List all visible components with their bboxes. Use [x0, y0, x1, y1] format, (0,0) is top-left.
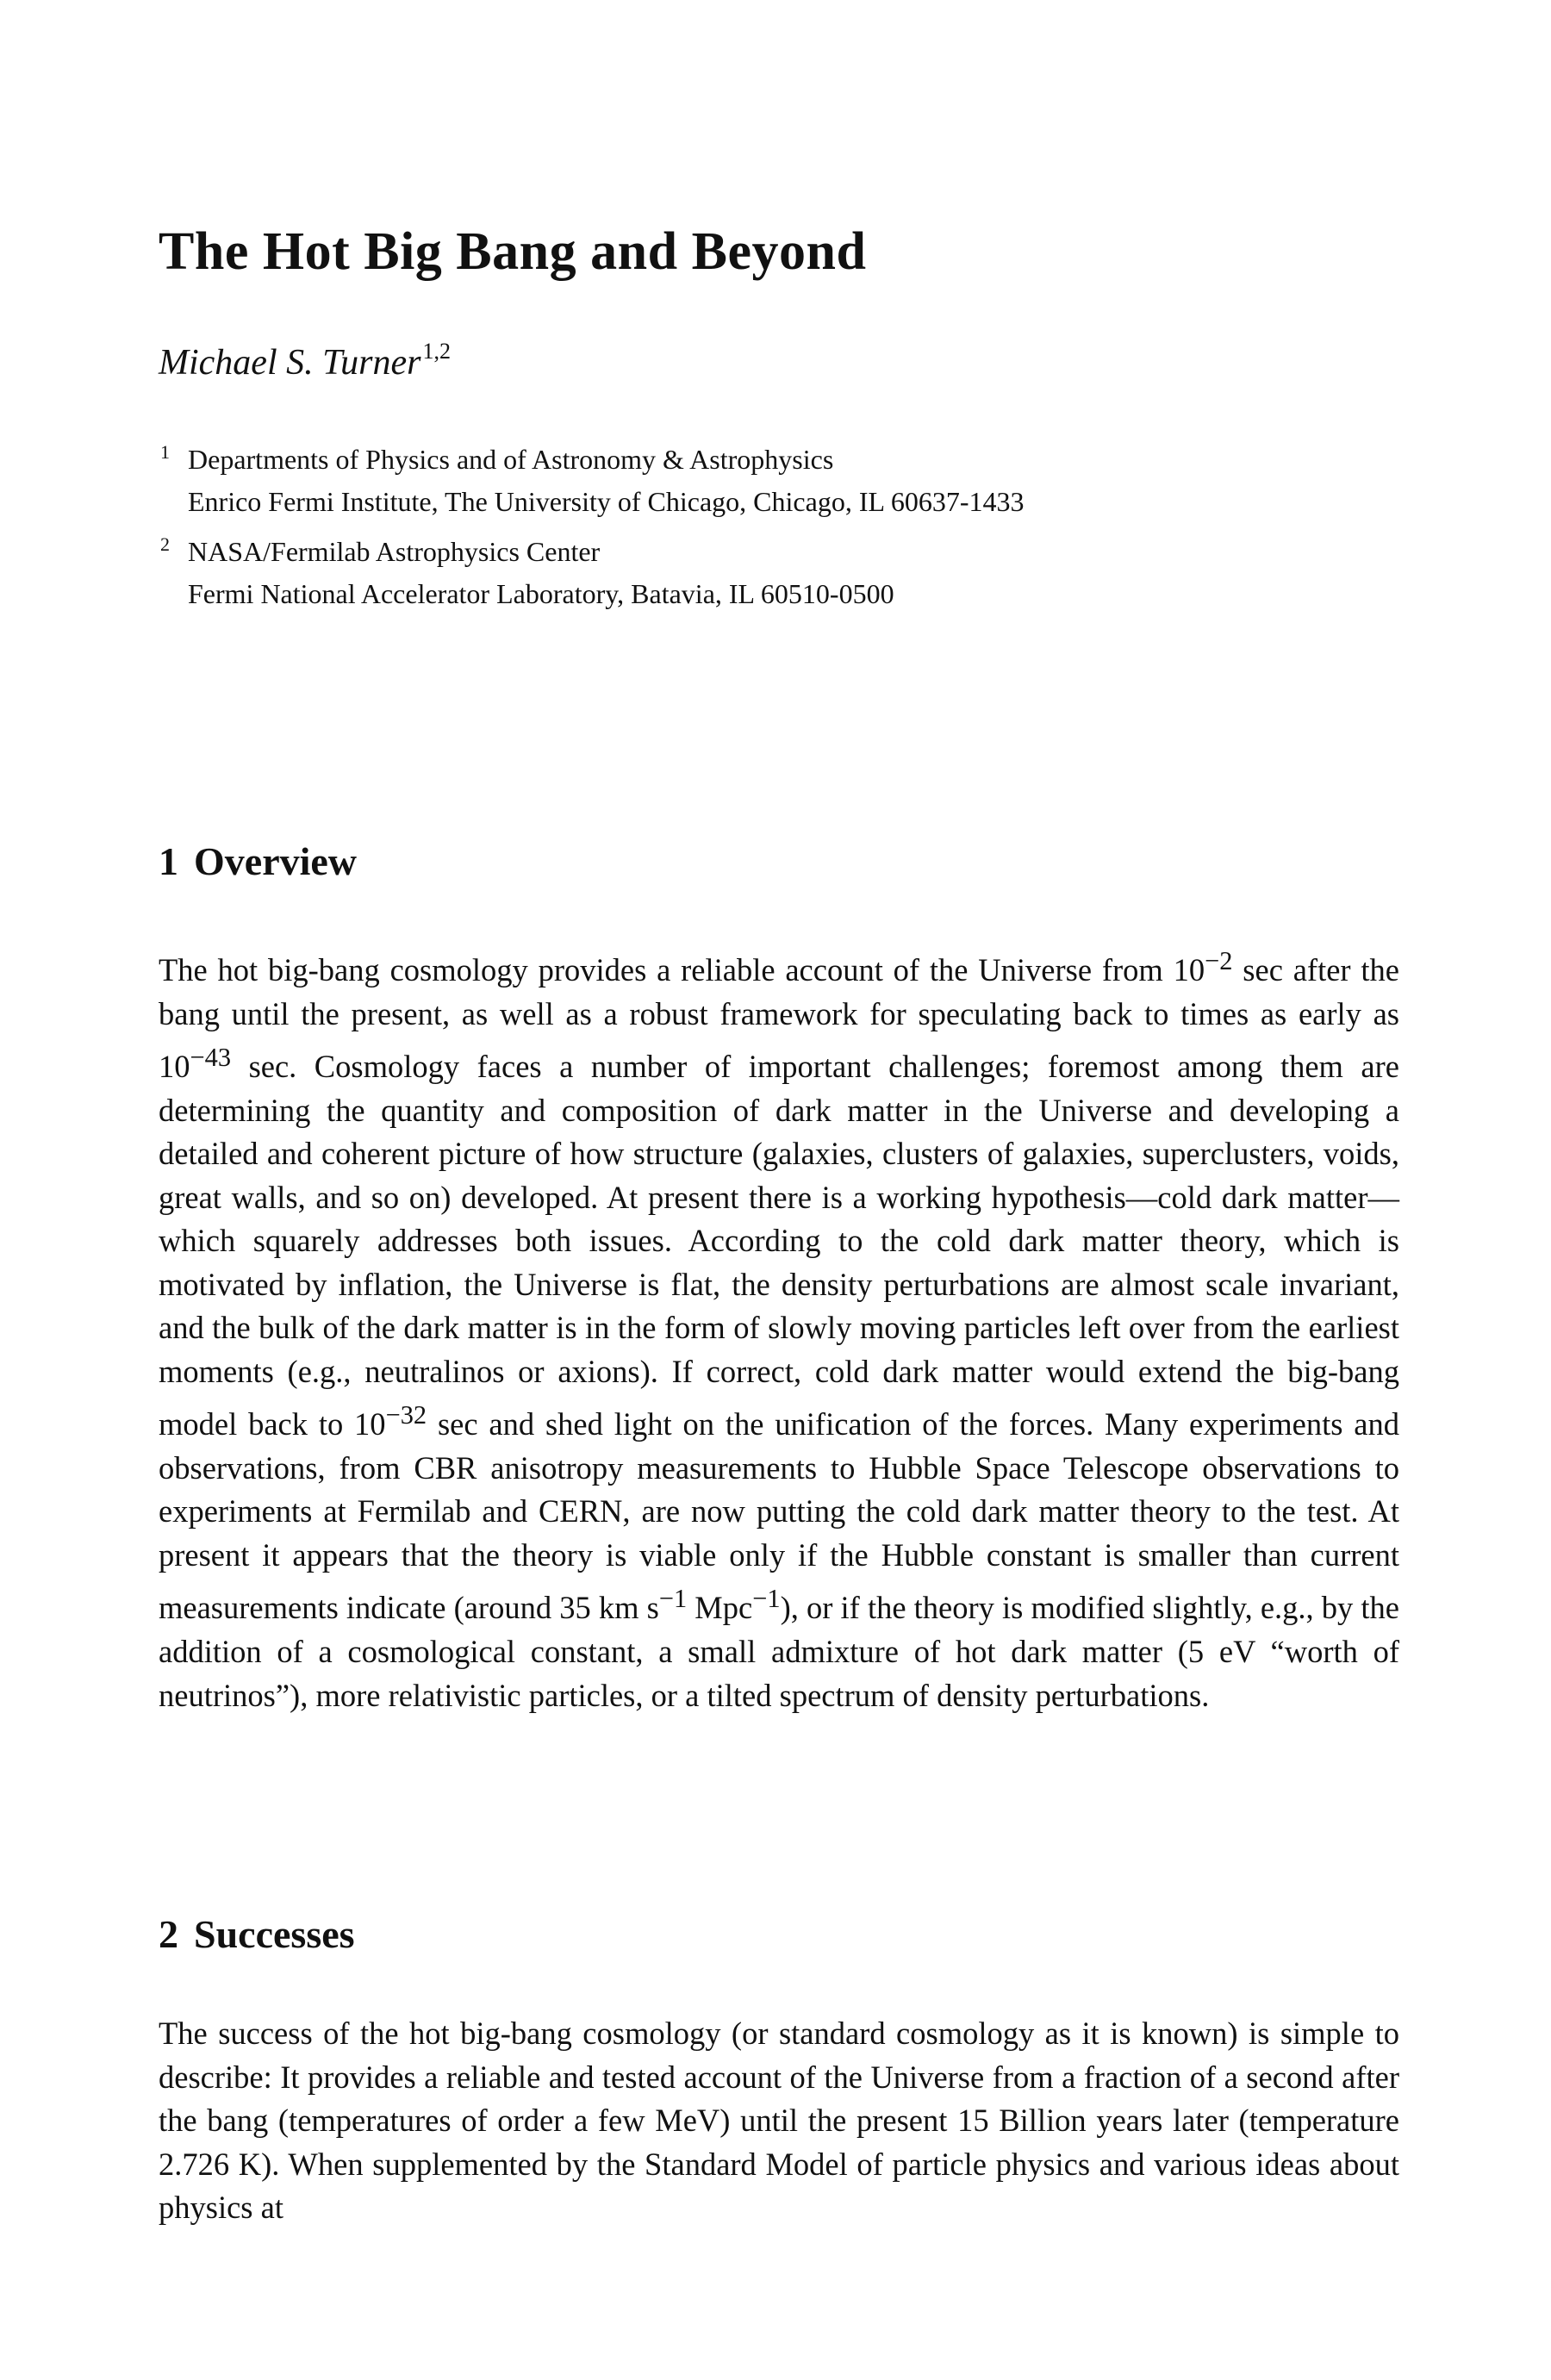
section-title: Overview	[194, 839, 358, 883]
exponent: −32	[385, 1400, 427, 1430]
exponent: −43	[190, 1043, 232, 1073]
text-run: sec after the bang until the present, as well as a robust framework for speculating back to times as early as 10	[159, 952, 1399, 1085]
text-run: The hot big-bang cosmology provides a reliable account of the Universe from 10	[159, 952, 1205, 988]
text-run: sec and shed light on the unification of the forces. Many experiments and observations, from CBR anisotropy measurements to Hubble Space Telescope observations to experiments at Fermilab and CERN, are now putting the cold dark matter theory to the test. At present it appears that the theory is viable only if the Hubble constant is smaller than current measurements indicate (around 35 km s	[159, 1406, 1399, 1626]
section-heading-successes	[159, 1913, 355, 1957]
author-affiliation-marks: 1,2	[422, 339, 451, 364]
exponent: −2	[1205, 946, 1233, 975]
section-heading-overview	[159, 840, 357, 884]
affiliation-2-number: 2	[160, 533, 170, 555]
exponent: −1	[658, 1584, 688, 1614]
section-title: Successes	[194, 1912, 355, 1956]
affiliation-1-department: Departments of Physics and of Astronomy & Astrophysics	[188, 444, 834, 475]
section-number: 2	[159, 1912, 178, 1956]
text-run: Mpc	[687, 1590, 753, 1626]
affiliations	[160, 431, 1401, 615]
affiliation-2-line-1	[160, 523, 1401, 573]
affiliation-1-number: 1	[160, 441, 170, 463]
text-run: ), or if the theory is modified slightly, e.g., by the addition of a cosmological constant, a small admixture of hot dark matter (5 eV “worth of neutrinos”), more relativistic particles, or a tilted spectrum of density perturbations.	[159, 1590, 1399, 1713]
paper-title: The Hot Big Bang and Beyond	[159, 222, 867, 281]
overview-paragraph	[159, 939, 1399, 1717]
successes-paragraph: The success of the hot big-bang cosmology (or standard cosmology as it is known) is simple to describe: It provides a reliable and tested account of the Universe from a fraction of a second after the bang (temperatures of order a few MeV) until the present 15 Billion years later (temperature 2.726 K). When supplemented by the Standard Model of particle physics and various ideas about physics at	[159, 2016, 1399, 2225]
affiliation-2-line-2: Fermi National Accelerator Laboratory, Batavia, IL 60510-0500	[188, 578, 894, 609]
affiliation-1-line-1	[160, 431, 1401, 481]
affiliation-2-center: NASA/Fermilab Astrophysics Center	[188, 536, 601, 567]
text-run: sec. Cosmology faces a number of important challenges; foremost among them are determining the quantity and composition of dark matter in the Universe and developing a detailed and coherent picture of how structure (galaxies, clusters of galaxies, superclusters, voids, great walls, and so on) developed. At present there is a working hypothesis—cold dark matter—which squarely addresses both issues. According to the cold dark matter theory, which is motivated by inflation, the Universe is flat, the density perturbations are almost scale invariant, and the bulk of the dark matter is in the form of slowly moving particles left over from the earliest moments (e.g., neutralinos or axions). If correct, cold dark matter would extend the big-bang model back to 10	[159, 1049, 1399, 1442]
exponent: −1	[752, 1584, 781, 1614]
author-line	[159, 338, 451, 384]
author-name: Michael S. Turner	[159, 343, 421, 383]
section-number: 1	[159, 839, 178, 883]
affiliation-1-line-2: Enrico Fermi Institute, The University of Chicago, Chicago, IL 60637-1433	[188, 486, 1025, 517]
